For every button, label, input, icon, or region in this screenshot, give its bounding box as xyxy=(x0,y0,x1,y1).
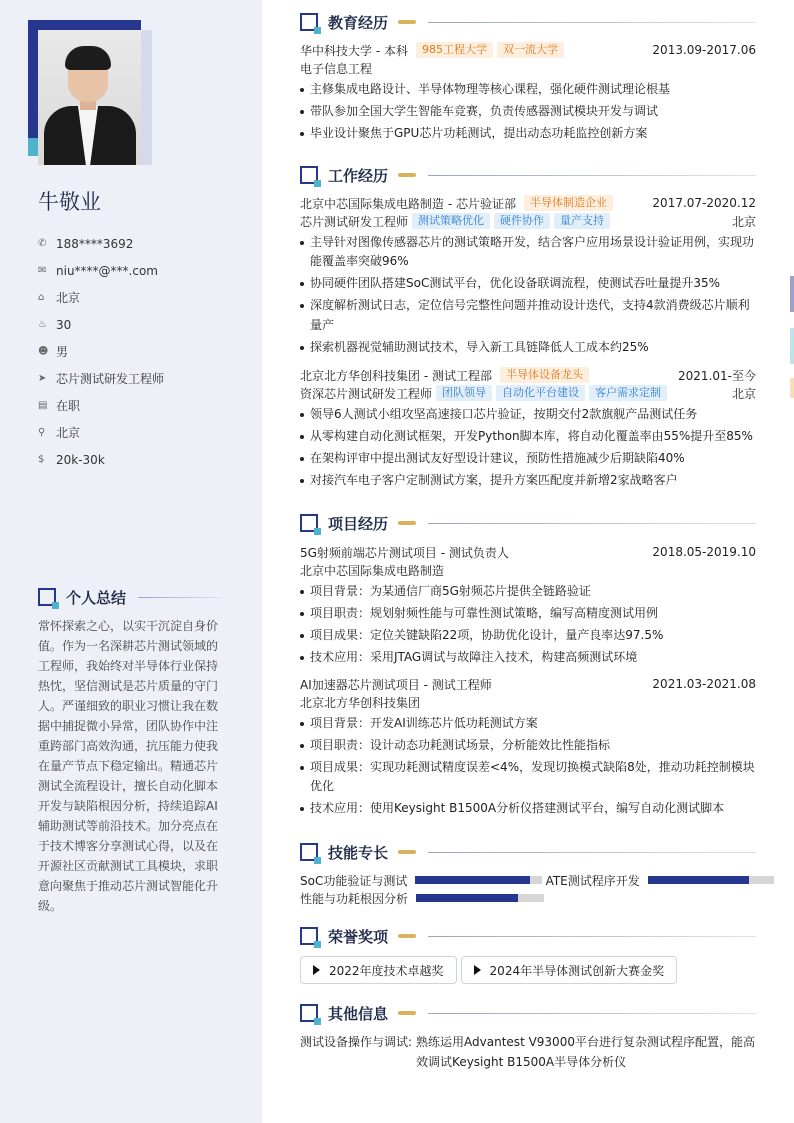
honors-block xyxy=(300,956,756,984)
info-email xyxy=(38,257,248,284)
edge-mark xyxy=(790,378,794,398)
other-header xyxy=(300,1002,756,1024)
project-bullet: 技术应用：采用JTAG调试与故障注入技术，构建高频测试环境 xyxy=(300,648,756,668)
section-square-icon xyxy=(300,1004,318,1022)
home-icon: ⌂ xyxy=(38,292,45,303)
other-text: 熟练运用Advantest V93000平台进行复杂测试程序配置，能高效调试Keysight B1500A半导体分析仪 xyxy=(416,1035,755,1069)
info-status xyxy=(38,392,248,419)
section-square-icon xyxy=(300,843,318,861)
info-age xyxy=(38,311,248,338)
job-bullet: 主导针对图像传感器芯片的测试策略开发，结合客户应用场景设计验证用例，实现功能覆盖率突破96% xyxy=(300,233,756,272)
project-date: 2021.03-2021.08 xyxy=(652,677,756,691)
info-location xyxy=(38,419,248,446)
work-block xyxy=(300,366,756,493)
candidate-name: 牛敬业 xyxy=(38,190,101,214)
project-bullet: 项目职责：设计动态功耗测试场景，分析能效比性能指标 xyxy=(300,736,756,756)
project-name-row xyxy=(300,675,756,693)
job-company-row xyxy=(300,366,756,384)
job-bullet: 在架构评审中提出测试友好型设计建议，预防性措施减少后期缺陷40% xyxy=(300,449,756,469)
education-title: 教育经历 xyxy=(328,13,389,32)
education-header xyxy=(300,11,756,33)
education-block xyxy=(300,41,756,146)
role-tag: 硬件协作 xyxy=(494,213,550,229)
summary-title: 个人总结 xyxy=(66,588,127,607)
school-name: 华中科技大学 - 本科 xyxy=(300,43,408,58)
skill-name: ATE测试程序开发 xyxy=(545,873,640,888)
location-value: 北京 xyxy=(56,426,81,440)
job-role: 资深芯片测试研发工程师 xyxy=(300,386,433,401)
job-bullet: 对接汽车电子客户定制测试方案，提升方案匹配度并新增2家战略客户 xyxy=(300,471,756,491)
section-divider xyxy=(428,22,756,23)
section-dash xyxy=(398,20,416,24)
role-tag: 团队领导 xyxy=(436,385,492,401)
section-divider xyxy=(428,852,756,853)
section-square-icon xyxy=(300,166,318,184)
skill-bar xyxy=(648,876,774,884)
education-bullet: 毕业设计聚焦于GPU芯片功耗测试，提出动态功耗监控创新方案 xyxy=(300,124,756,144)
edge-mark xyxy=(790,328,794,364)
age-value: 30 xyxy=(56,317,72,332)
work-block xyxy=(300,194,756,360)
other-label: 测试设备操作与调试: xyxy=(300,1035,413,1049)
projects-header xyxy=(300,512,756,534)
job-company: 北京中芯国际集成电路制造 - 芯片验证部 xyxy=(300,196,516,211)
skill-row xyxy=(300,871,774,889)
honor-label: 2022年度技术卓越奖 xyxy=(329,963,444,978)
gender-icon: ☻ xyxy=(38,346,49,357)
section-dash xyxy=(398,934,416,938)
photo-accent xyxy=(28,138,38,156)
skill-name: SoC功能验证与测试 xyxy=(300,873,408,888)
other-title: 其他信息 xyxy=(328,1004,389,1023)
education-bullet: 带队参加全国大学生智能车竞赛，负责传感器测试模块开发与调试 xyxy=(300,102,756,122)
phone-icon: ✆ xyxy=(38,238,47,249)
skill-bar-fill xyxy=(415,876,530,884)
section-divider xyxy=(138,597,222,598)
gender-value: 男 xyxy=(56,345,69,359)
job-city: 北京 xyxy=(731,214,756,229)
project-bullet: 技术应用：使用Keysight B1500A分析仪搭建测试平台，编写自动化测试脚本 xyxy=(300,799,756,819)
honor-label: 2024年半导体测试创新大赛金奖 xyxy=(489,963,665,978)
target-role-value: 芯片测试研发工程师 xyxy=(56,372,165,386)
project-bullet: 项目职责：规划射频性能与可靠性测试策略，编写高精度测试用例 xyxy=(300,604,756,624)
contact-info-list xyxy=(38,230,248,473)
job-bullet: 领导6人测试小组攻坚高速接口芯片验证，按期交付2款旗舰产品测试任务 xyxy=(300,405,756,425)
profile-photo xyxy=(28,20,152,166)
job-date: 2017.07-2020.12 xyxy=(652,196,756,210)
job-bullet: 探索机器视觉辅助测试技术，导入新工具链降低人工成本约25% xyxy=(300,338,756,358)
project-org: 北京北方华创科技集团 xyxy=(300,695,421,710)
project-org: 北京中芯国际集成电路制造 xyxy=(300,563,445,578)
skill-bar xyxy=(415,876,541,884)
section-divider xyxy=(428,175,756,176)
info-gender xyxy=(38,338,248,365)
info-target-role xyxy=(38,365,248,392)
summary-header xyxy=(38,586,222,608)
work-header xyxy=(300,164,756,186)
role-tag: 量产支持 xyxy=(554,213,610,229)
section-divider xyxy=(428,523,756,524)
skill-name: 性能与功耗根因分析 xyxy=(300,891,409,906)
section-divider xyxy=(428,936,756,937)
section-square-icon xyxy=(300,13,318,31)
send-icon: ➤ xyxy=(38,373,47,384)
section-dash xyxy=(398,850,416,854)
project-block xyxy=(300,543,756,670)
education-bullet: 主修集成电路设计、半导体物理等核心课程，强化硬件测试理论根基 xyxy=(300,80,756,100)
job-role-row xyxy=(300,212,756,230)
project-date: 2018.05-2019.10 xyxy=(652,545,756,559)
project-bullet: 项目成果：定位关键缺陷22项，协助优化设计，量产良率达97.5% xyxy=(300,626,756,646)
job-role: 芯片测试研发工程师 xyxy=(300,214,409,229)
cake-icon: ♨ xyxy=(38,319,47,330)
honors-title: 荣誉奖项 xyxy=(328,927,389,946)
honor-badge xyxy=(461,956,678,984)
mail-icon: ✉ xyxy=(38,265,47,276)
section-dash xyxy=(398,1011,416,1015)
skills-title: 技能专长 xyxy=(328,843,389,862)
play-triangle-icon xyxy=(474,965,481,975)
edge-mark xyxy=(790,276,794,312)
skill-bar-fill xyxy=(416,894,518,902)
avatar xyxy=(38,30,141,165)
job-role-row xyxy=(300,384,756,402)
honors-header xyxy=(300,925,756,947)
role-tag: 自动化平台建设 xyxy=(496,385,585,401)
skill-bar xyxy=(416,894,544,902)
education-school-row xyxy=(300,41,756,59)
hometown-value: 北京 xyxy=(56,291,81,305)
project-name: 5G射频前端芯片测试项目 - 测试负责人 xyxy=(300,545,509,560)
project-bullet: 项目背景：为某通信厂商5G射频芯片提供全链路验证 xyxy=(300,582,756,602)
projects-title: 项目经历 xyxy=(328,514,389,533)
sidebar xyxy=(0,0,262,1123)
phone-value: 188****3692 xyxy=(56,236,134,251)
section-divider xyxy=(428,1013,756,1014)
status-value: 在职 xyxy=(56,399,81,413)
job-company: 北京北方华创科技集团 - 测试工程部 xyxy=(300,368,492,383)
project-block xyxy=(300,675,756,821)
project-name-row xyxy=(300,543,756,561)
info-hometown xyxy=(38,284,248,311)
honor-badge xyxy=(300,956,457,984)
education-major: 电子信息工程 xyxy=(300,61,373,76)
school-tag: 双一流大学 xyxy=(497,42,564,58)
job-company-row xyxy=(300,194,756,212)
education-date: 2013.09-2017.06 xyxy=(652,43,756,57)
company-tag: 半导体制造企业 xyxy=(524,195,613,211)
job-bullet: 深度解析测试日志，定位信号完整性问题并推动设计迭代，支持4款消费级芯片顺利量产 xyxy=(300,296,756,335)
company-tag: 半导体设备龙头 xyxy=(500,367,589,383)
section-square-icon xyxy=(38,588,56,606)
section-square-icon xyxy=(300,514,318,532)
skills-header xyxy=(300,841,756,863)
role-tag: 客户需求定制 xyxy=(589,385,667,401)
project-bullet: 项目背景：开发AI训练芯片低功耗测试方案 xyxy=(300,714,756,734)
project-name: AI加速器芯片测试项目 - 测试工程师 xyxy=(300,677,492,692)
skills-block xyxy=(300,871,774,907)
summary-text: 常怀探索之心，以实干沉淀自身价值。作为一名深耕芯片测试领域的工程师，我始终对半导体行业保持热忱，坚信测试是芯片质量的守门人。严谨细致的职业习惯让我在数据中捕捉微小异常，团队协作中注重跨部门高效沟通，抗压能力使我在量产节点下稳定输出。精通芯片测试全流程设计，擅长自动化脚本开发与缺陷根因分析，持续追踪AI辅助测试等前沿技术。加分亮点在于技术博客分享测试心得，以及在开源社区贡献测试工具模块，求职意向聚焦于推动芯片测试智能化升级。 xyxy=(38,619,219,913)
info-phone xyxy=(38,230,248,257)
briefcase-icon: ▤ xyxy=(38,400,48,411)
skill-row xyxy=(300,889,774,907)
play-triangle-icon xyxy=(313,965,320,975)
salary-value: 20k-30k xyxy=(56,452,105,467)
section-dash xyxy=(398,173,416,177)
job-bullet: 从零构建自动化测试框架，开发Python脚本库，将自动化覆盖率由55%提升至85% xyxy=(300,427,756,447)
info-salary xyxy=(38,446,248,473)
email-value: niu****@***.com xyxy=(56,263,158,278)
job-city: 北京 xyxy=(731,386,756,401)
other-block xyxy=(300,1032,756,1072)
section-dash xyxy=(398,521,416,525)
job-date: 2021.01-至今 xyxy=(678,368,756,383)
location-icon: ⚲ xyxy=(38,427,46,438)
skill-bar-fill xyxy=(648,876,749,884)
school-tag: 985工程大学 xyxy=(416,42,493,58)
work-title: 工作经历 xyxy=(328,166,389,185)
salary-icon: $ xyxy=(38,454,45,465)
job-bullet: 协同硬件团队搭建SoC测试平台，优化设备联调流程，使测试吞吐量提升35% xyxy=(300,274,756,294)
project-bullet: 项目成果：实现功耗测试精度误差<4%，发现切换模式缺陷8处，推动功耗控制模块优化 xyxy=(300,758,756,797)
section-square-icon xyxy=(300,927,318,945)
role-tag: 测试策略优化 xyxy=(412,213,490,229)
